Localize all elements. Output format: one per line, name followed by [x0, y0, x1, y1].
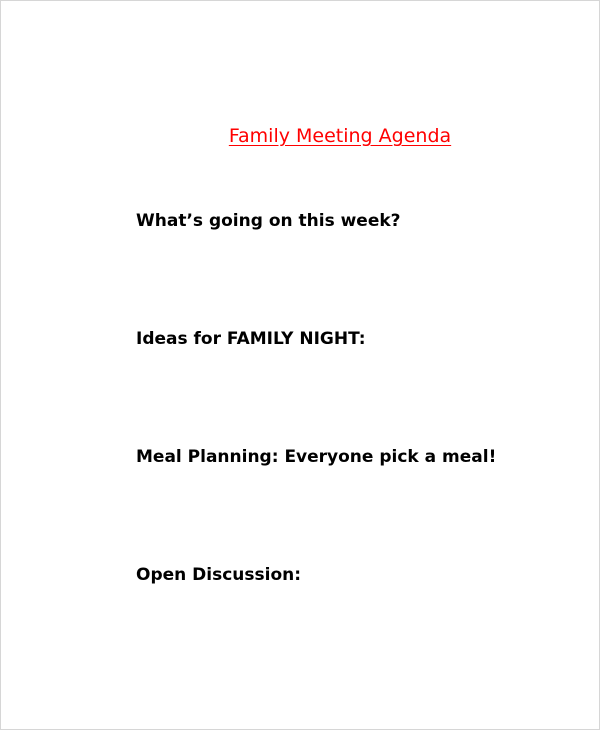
agenda-item-open-discussion: Open Discussion:: [136, 565, 302, 585]
agenda-item-family-night: Ideas for FAMILY NIGHT:: [136, 329, 366, 349]
agenda-item-this-week: What’s going on this week?: [136, 211, 401, 231]
agenda-title: Family Meeting Agenda: [228, 125, 452, 147]
agenda-item-meal-planning: Meal Planning: Everyone pick a meal!: [136, 447, 497, 467]
